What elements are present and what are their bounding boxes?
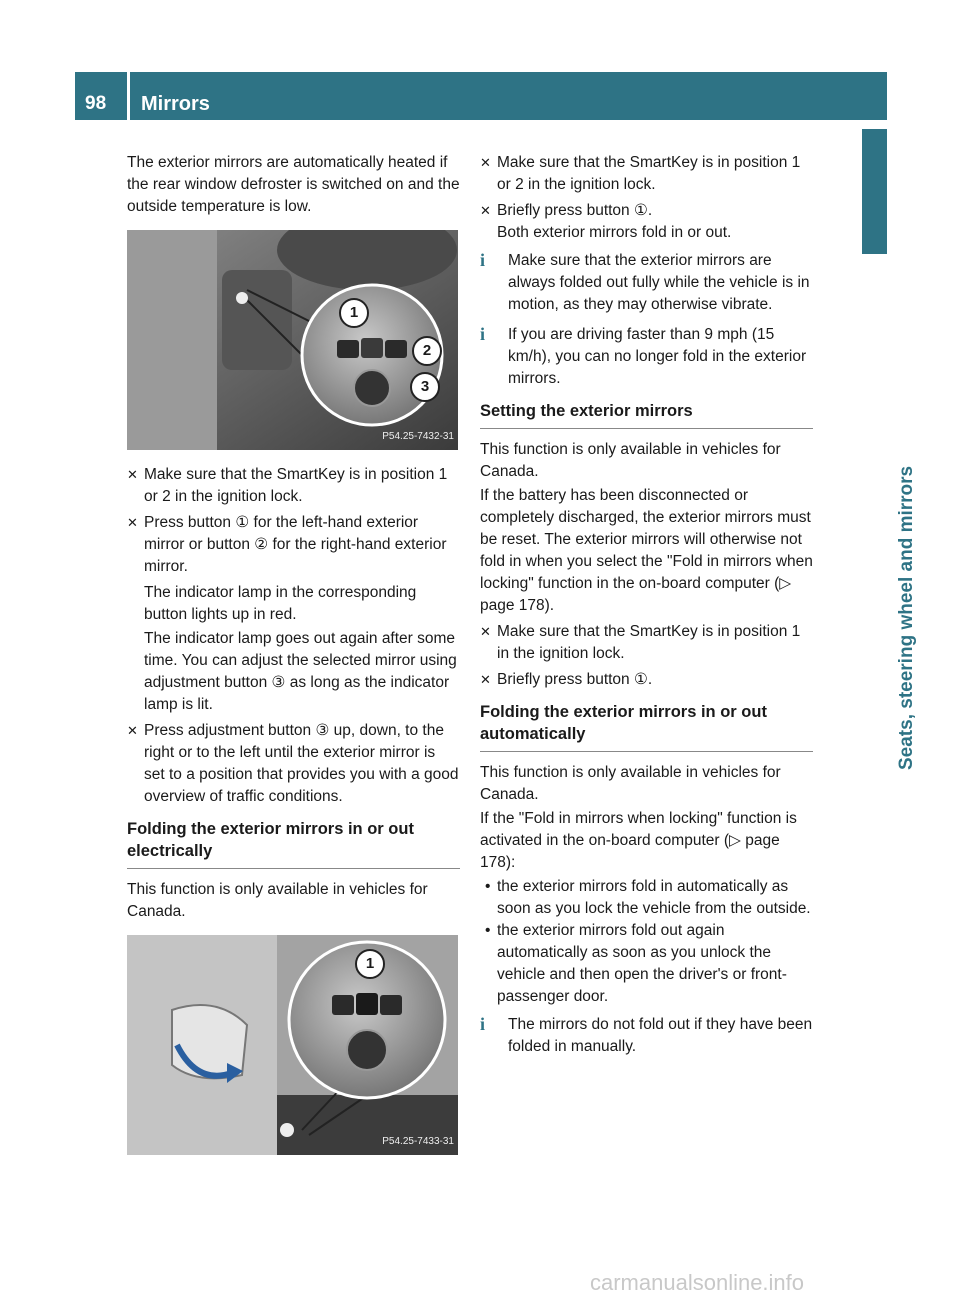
chapter-title: Mirrors [141, 93, 210, 115]
bullet-icon: • [485, 922, 491, 939]
info-icon: i [480, 324, 486, 344]
step-ignition: ✕ Make sure that the SmartKey is in position 1 in the ignition lock. [480, 623, 801, 662]
paragraph: This function is only available in vehicles for Canada. [127, 881, 428, 920]
page-number: 98 [85, 93, 107, 114]
callout-1: 1 [355, 949, 385, 979]
arrow-x-marker-icon: ✕ [127, 467, 138, 482]
step-result: Both exterior mirrors fold in or out. [497, 224, 732, 241]
figure-mirror-controls [127, 230, 458, 450]
step-press-button: ✕ Briefly press button ①. [480, 200, 813, 222]
info-icon: i [480, 250, 486, 270]
section-heading: Setting the exterior mirrors [480, 400, 813, 429]
step-ignition: ✕ Make sure that the SmartKey is in position 1 or 2 in the ignition lock. [127, 466, 448, 505]
step-press-button: ✕ Briefly press button ①. [480, 669, 813, 691]
header-divider [127, 72, 130, 120]
info-note: i If you are driving faster than 9 mph (15 km/h), you can no longer fold in the exterior mirrors. [480, 324, 807, 387]
section-heading: Folding the exterior mirrors in or out electrically [127, 818, 460, 869]
mirror-fold-illustration [127, 935, 458, 1155]
step-ignition: ✕ Make sure that the SmartKey is in position 1 or 2 in the ignition lock. [480, 154, 801, 193]
watermark: carmanualsonline.info [590, 1270, 805, 1295]
step-press-button: ✕ Press button ① for the left-hand exterior mirror or button ② for the right-hand exterior mirror. [127, 514, 447, 575]
arrow-x-marker-icon: ✕ [480, 155, 491, 170]
paragraph: If the battery has been disconnected or completely discharged, the exterior mirrors must be reset. The exterior mirrors will otherwise not fold in when you select the "Fold in mirrors when locking" function in the on-board computer (▷ page 178). [480, 487, 813, 614]
side-section-label: Seats, steering wheel and mirrors [896, 465, 917, 770]
arrow-x-marker-icon: ✕ [480, 672, 491, 687]
step-result: The indicator lamp in the corresponding button lights up in red. [144, 584, 417, 623]
callout-1: 1 [339, 298, 369, 328]
arrow-x-marker-icon: ✕ [480, 624, 491, 639]
step-adjust: ✕ Press adjustment button ③ up, down, to the right or to the left until the exterior mirror is set to a position that provides you with a good overview of traffic conditions. [127, 722, 459, 805]
paragraph: This function is only available in vehicles for Canada. [480, 764, 781, 803]
door-panel-illustration [127, 230, 458, 450]
arrow-x-marker-icon: ✕ [480, 203, 491, 218]
paragraph: This function is only available in vehicles for Canada. [480, 441, 781, 480]
figure-mirror-fold [127, 935, 458, 1155]
bullet-icon: • [485, 878, 491, 895]
list-item: • the exterior mirrors fold out again automatically as soon as you unlock the vehicle and then open the driver's or front-passenger door. [485, 922, 787, 1005]
intro-paragraph: The exterior mirrors are automatically heated if the rear window defroster is switched on and the outside temperature is low. [127, 154, 460, 215]
right-column [480, 152, 813, 1066]
info-note: i Make sure that the exterior mirrors are always folded out fully while the vehicle is in motion, as they may otherwise vibrate. [480, 250, 810, 313]
figure-code: P54.25-7432-31 [382, 431, 454, 442]
side-tab [862, 129, 887, 254]
arrow-x-marker-icon: ✕ [127, 515, 138, 530]
list-item: • the exterior mirrors fold in automatically as soon as you lock the vehicle from the outside. [485, 878, 811, 917]
callout-2: 2 [412, 336, 442, 366]
step-result: The indicator lamp goes out again after some time. You can adjust the selected mirror using adjustment button ③ as long as the indicator lamp is lit. [144, 630, 457, 713]
figure-code: P54.25-7433-31 [382, 1136, 454, 1147]
info-note: i The mirrors do not fold out if they have been folded in manually. [480, 1014, 813, 1055]
info-icon: i [480, 1014, 486, 1034]
paragraph: If the "Fold in mirrors when locking" function is activated in the on-board computer (▷ page 178): [480, 810, 797, 871]
arrow-x-marker-icon: ✕ [127, 723, 138, 738]
section-heading: Folding the exterior mirrors in or out automatically [480, 701, 813, 752]
callout-3: 3 [410, 372, 440, 402]
left-column [127, 152, 460, 1169]
